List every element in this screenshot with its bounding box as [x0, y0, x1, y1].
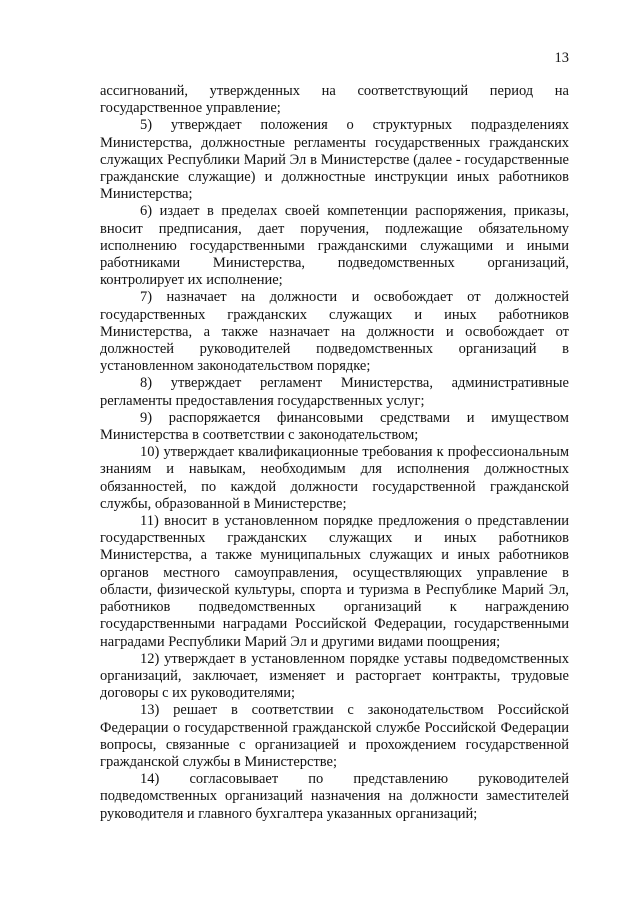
page-number: 13	[554, 50, 569, 66]
paragraph-item-11: 11) вносит в установленном порядке предложения о представлении государственных гражданских служащих и иных работников Министерства, а также муниципальных служащих и иных работников органов местного самоуправления, осуществляющих управление в области, физической культуры, спорта и туризма в Республике Марий Эл, работников подведомственных организаций к награждению государственными наградами Российской Федерации, государственными наградами Республики Марий Эл и другими видами поощрения;	[100, 513, 569, 650]
paragraph-item-7: 7) назначает на должности и освобождает от должностей государственных гражданских служащих и иных работников Министерства, а также назначает на должности и освобождает от должностей руководителей подведомственных организаций в установленном законодательством порядке;	[100, 289, 569, 375]
document-body	[100, 83, 569, 823]
paragraph-item-13: 13) решает в соответствии с законодательством Российской Федерации о государственной гражданской службе Российской Федерации вопросы, связанные с организацией и прохождением государственной гражданской службы в Министерстве;	[100, 702, 569, 770]
paragraph-continuation: ассигнований, утвержденных на соответствующий период на государственное управление;	[100, 83, 569, 117]
paragraph-item-12: 12) утверждает в установленном порядке уставы подведомственных организаций, заключает, изменяет и расторгает контракты, трудовые договоры с их руководителями;	[100, 650, 569, 702]
paragraph-item-6: 6) издает в пределах своей компетенции распоряжения, приказы, вносит предписания, дает поручения, подлежащие обязательному исполнению государственными гражданскими служащими и иными работниками Министерства, подведомственных организаций, контролирует их исполнение;	[100, 203, 569, 289]
paragraph-item-14: 14) согласовывает по представлению руководителей подведомственных организаций назначения на должности заместителей руководителя и главного бухгалтера указанных организаций;	[100, 771, 569, 822]
paragraph-item-10: 10) утверждает квалификационные требования к профессиональным знаниям и навыкам, необходимым для исполнения должностных обязанностей, по каждой должности государственной гражданской службы, образованной в Министерстве;	[100, 444, 569, 512]
paragraph-item-8: 8) утверждает регламент Министерства, административные регламенты предоставления государственных услуг;	[100, 375, 569, 409]
paragraph-item-9: 9) распоряжается финансовыми средствами и имуществом Министерства в соответствии с законодательством;	[100, 409, 569, 444]
paragraph-item-5: 5) утверждает положения о структурных подразделениях Министерства, должностные регламенты государственных гражданских служащих Республики Марий Эл в Министерстве (далее - государственные гражданские служащие) и должностные инструкции иных работников Министерства;	[100, 117, 569, 203]
